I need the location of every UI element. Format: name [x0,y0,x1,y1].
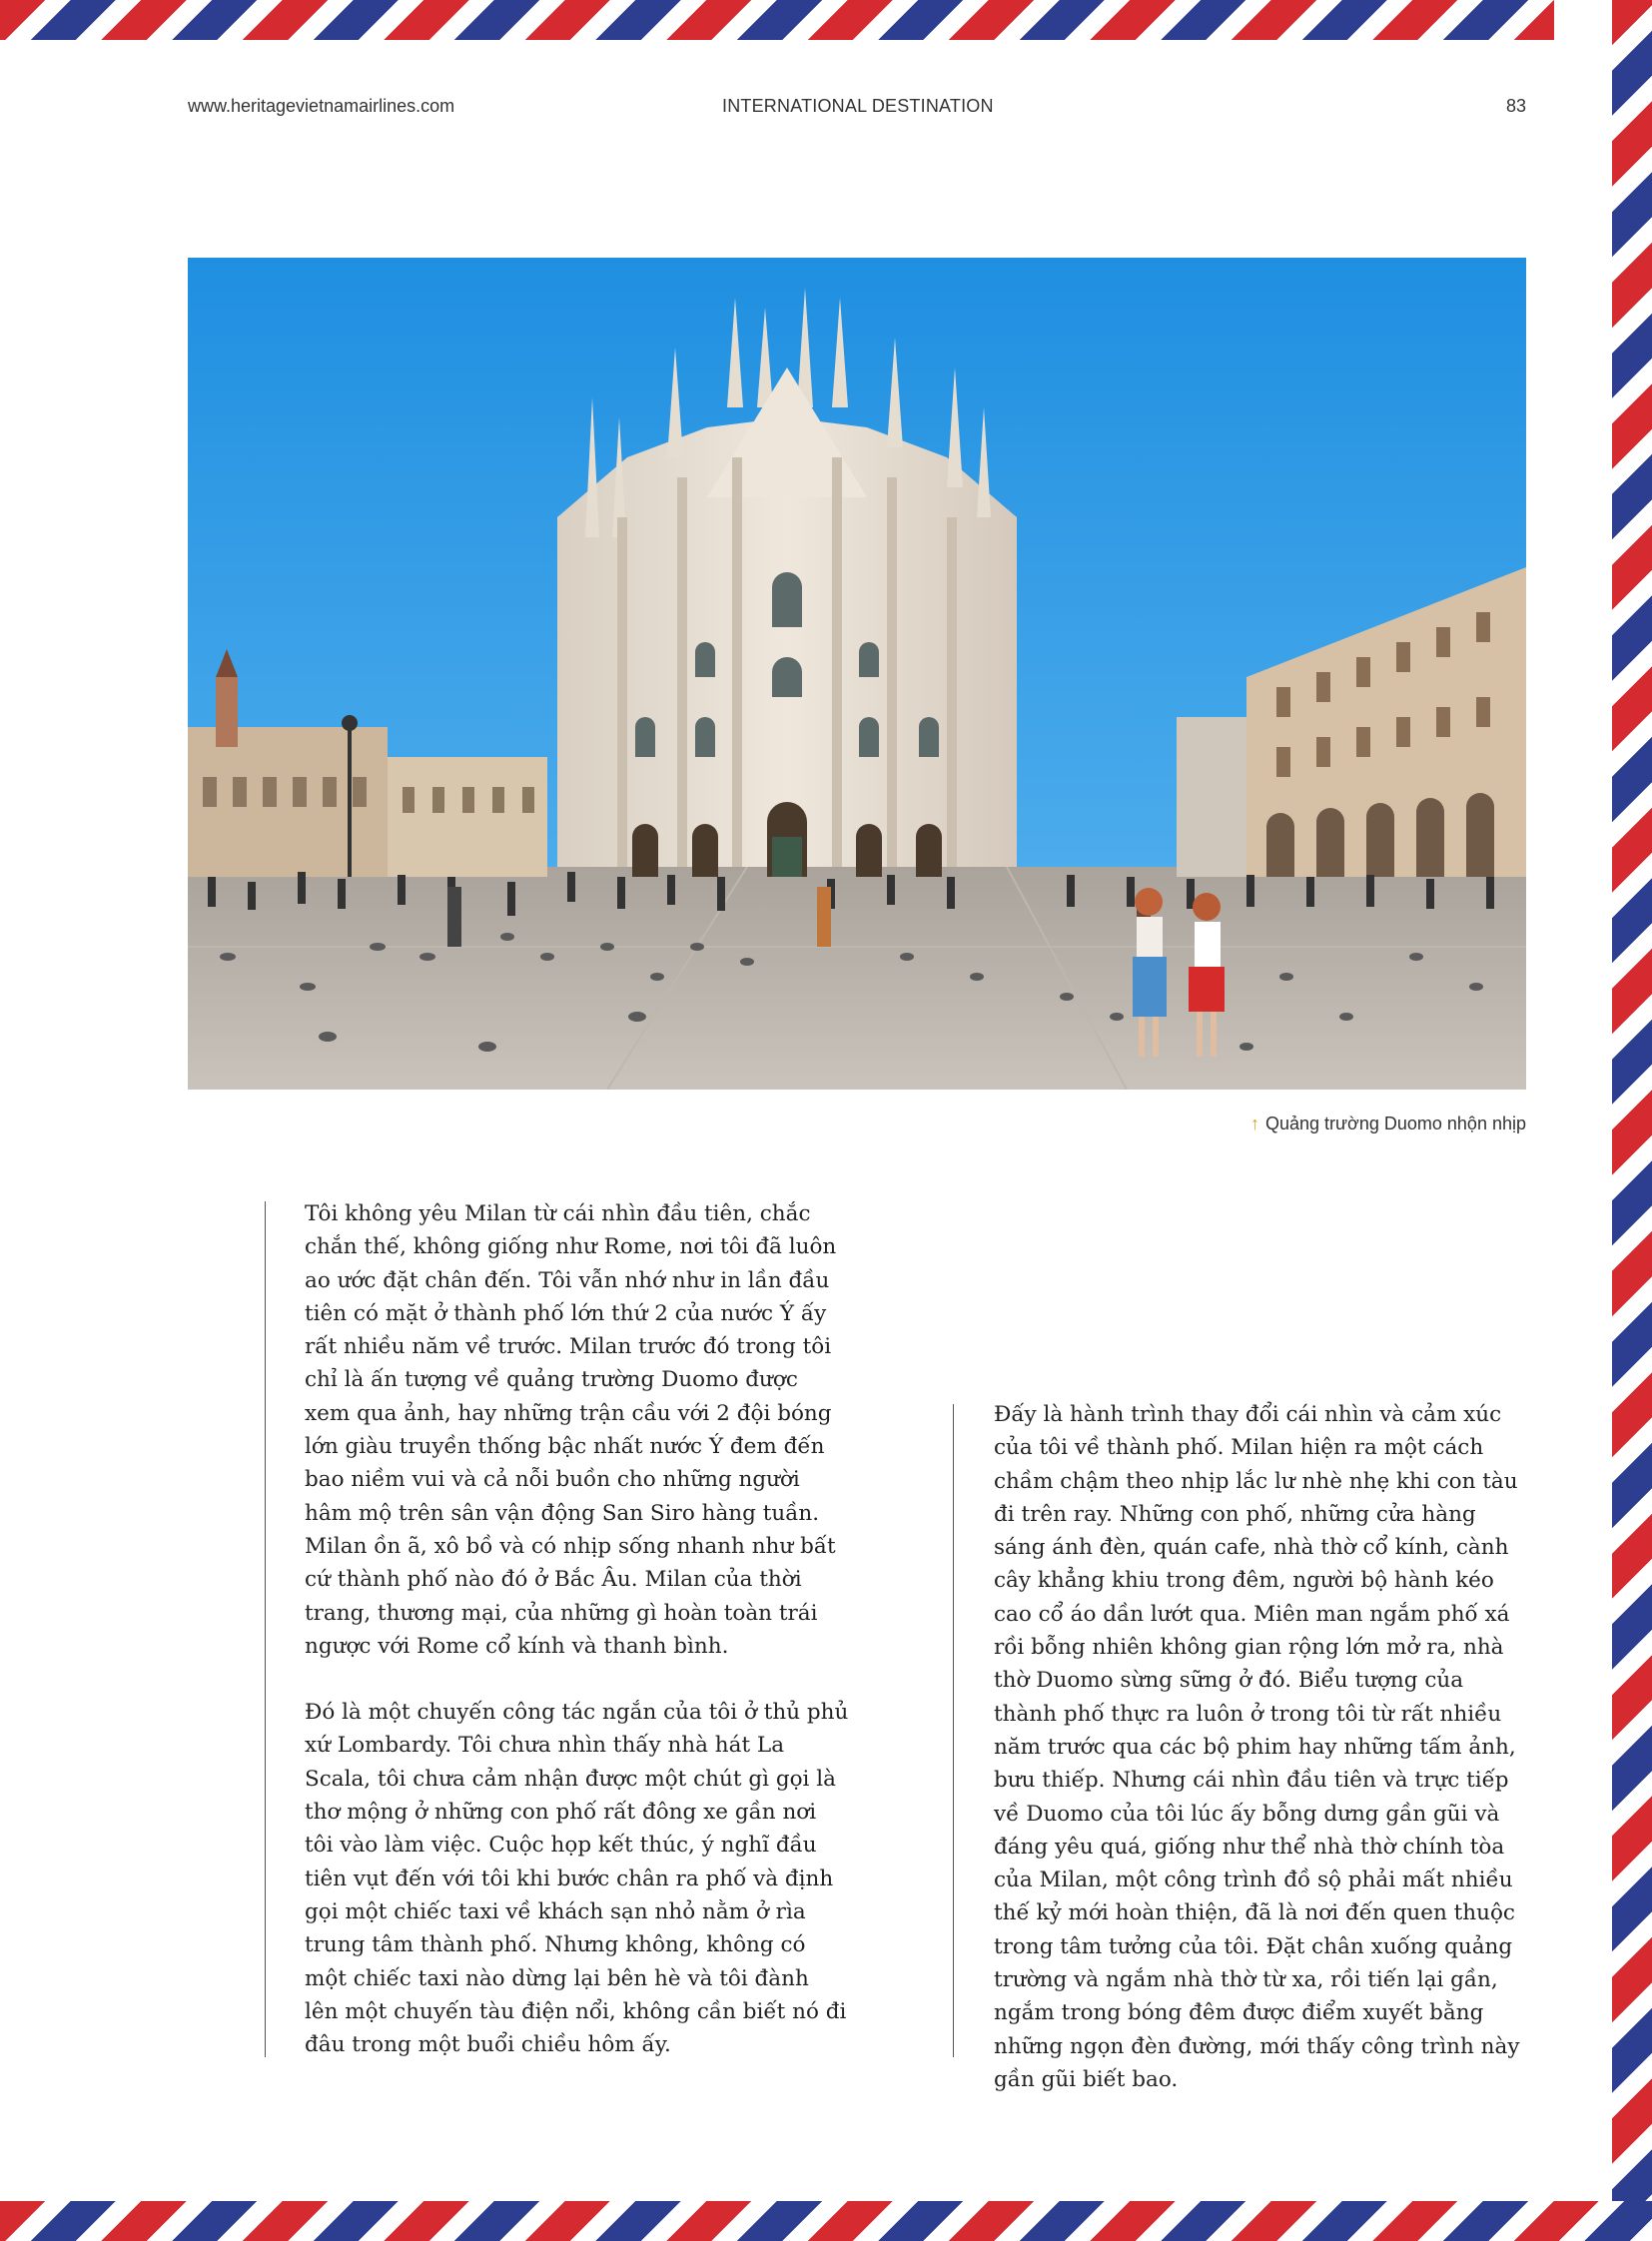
page-header [188,96,1526,122]
border-notch [1554,0,1612,70]
article-paragraph: Tôi không yêu Milan từ cái nhìn đầu tiên, chắc chắn thế, không giống như Rome, nơi tôi đã luôn ao ước đặt chân đến. Tôi vẫn nhớ như in lần đầu tiên có mặt ở thành phố lớn thứ 2 của nước Ý ấy rất nhiều năm về trước. Milan trước đó trong tôi chỉ là ấn tượng về quảng trường Duomo được xem qua ảnh, hay những trận cầu với 2 đội bóng lớn giàu truyền thống bậc nhất nước Ý đem đến bao niềm vui và cả nỗi buồn cho những người hâm mộ trên sân vận động San Siro hàng tuần. Milan ồn ã, xô bồ và có nhịp sống nhanh như bất cứ thành phố nào đó ở Bắc Âu. Milan của thời trang, thương mại, của những gì hoàn toàn trái ngược với Rome cổ kính và thanh bình. [305,1201,837,1659]
article-column-right [994,1398,1528,2096]
airmail-border-right [1612,0,1652,2241]
column-rule-left [265,1201,266,2057]
airmail-border-top [0,0,1652,40]
page-number: 83 [1505,96,1526,116]
section-title: INTERNATIONAL DESTINATION [722,96,994,116]
photo-caption [1250,1112,1526,1135]
duomo-photo [188,258,1526,1090]
airmail-border-bottom [0,2201,1652,2241]
article-paragraph: Đó là một chuyến công tác ngắn của tôi ở thủ phủ xứ Lombardy. Tôi chưa nhìn thấy nhà hát La Scala, tôi chưa cảm nhận được một chút gì gọi là thơ mộng ở những con phố rất đông xe gần nơi tôi vào làm việc. Cuộc họp kết thúc, ý nghĩ đầu tiên vụt đến với tôi khi bước chân ra phố và định gọi một chiếc taxi về khách sạn nhỏ nằm ở rìa trung tâm thành phố. Nhưng không, không có một chiếc taxi nào dừng lại bên hè và tôi đành lên một chuyến tàu điện nổi, không cần biết nó đi đâu trong một buổi chiều hôm ấy. [305,1700,849,2058]
caption-text: Quảng trường Duomo nhộn nhịp [1264,1113,1526,1133]
site-url[interactable]: www.heritagevietnamairlines.com [188,96,455,116]
column-rule-right [953,1404,954,2057]
article-paragraph: Đấy là hành trình thay đổi cái nhìn và cảm xúc của tôi về thành phố. Milan hiện ra một cách chầm chậm theo nhịp lắc lư nhè nhẹ khi con tàu đi trên ray. Những con phố, những cửa hàng sáng ánh đèn, quán cafe, nhà thờ cổ kính, cành cây khẳng khiu trong đêm, người bộ hành kéo cao cổ áo dần lướt qua. Miên man ngắm phố xá rồi bỗng nhiên không gian rộng lớn mở ra, nhà thờ Duomo sừng sững ở đó. Biểu tượng của thành phố thực ra luôn ở trong tôi từ rất nhiều năm trước qua các bộ phim hay những tấm ảnh, bưu thiếp. Nhưng cái nhìn đầu tiên và trực tiếp về Duomo của tôi lúc ấy bỗng dưng gần gũi và đáng yêu quá, giống như thể nhà thờ chính tòa của Milan, một công trình đồ sộ phải mất nhiều thế kỷ mới hoàn thiện, đã là nơi đến quen thuộc trong tâm tưởng của tôi. Đặt chân xuống quảng trường và ngắm nhà thờ từ xa, rồi tiến lại gần, ngắm trong bóng đêm được điểm xuyết bằng những ngọn đèn đường, mới thấy công trình này gần gũi biết bao. [994,1402,1520,2092]
article-column-left [305,1197,849,2061]
arrow-up-icon: ↑ [1249,1113,1259,1133]
